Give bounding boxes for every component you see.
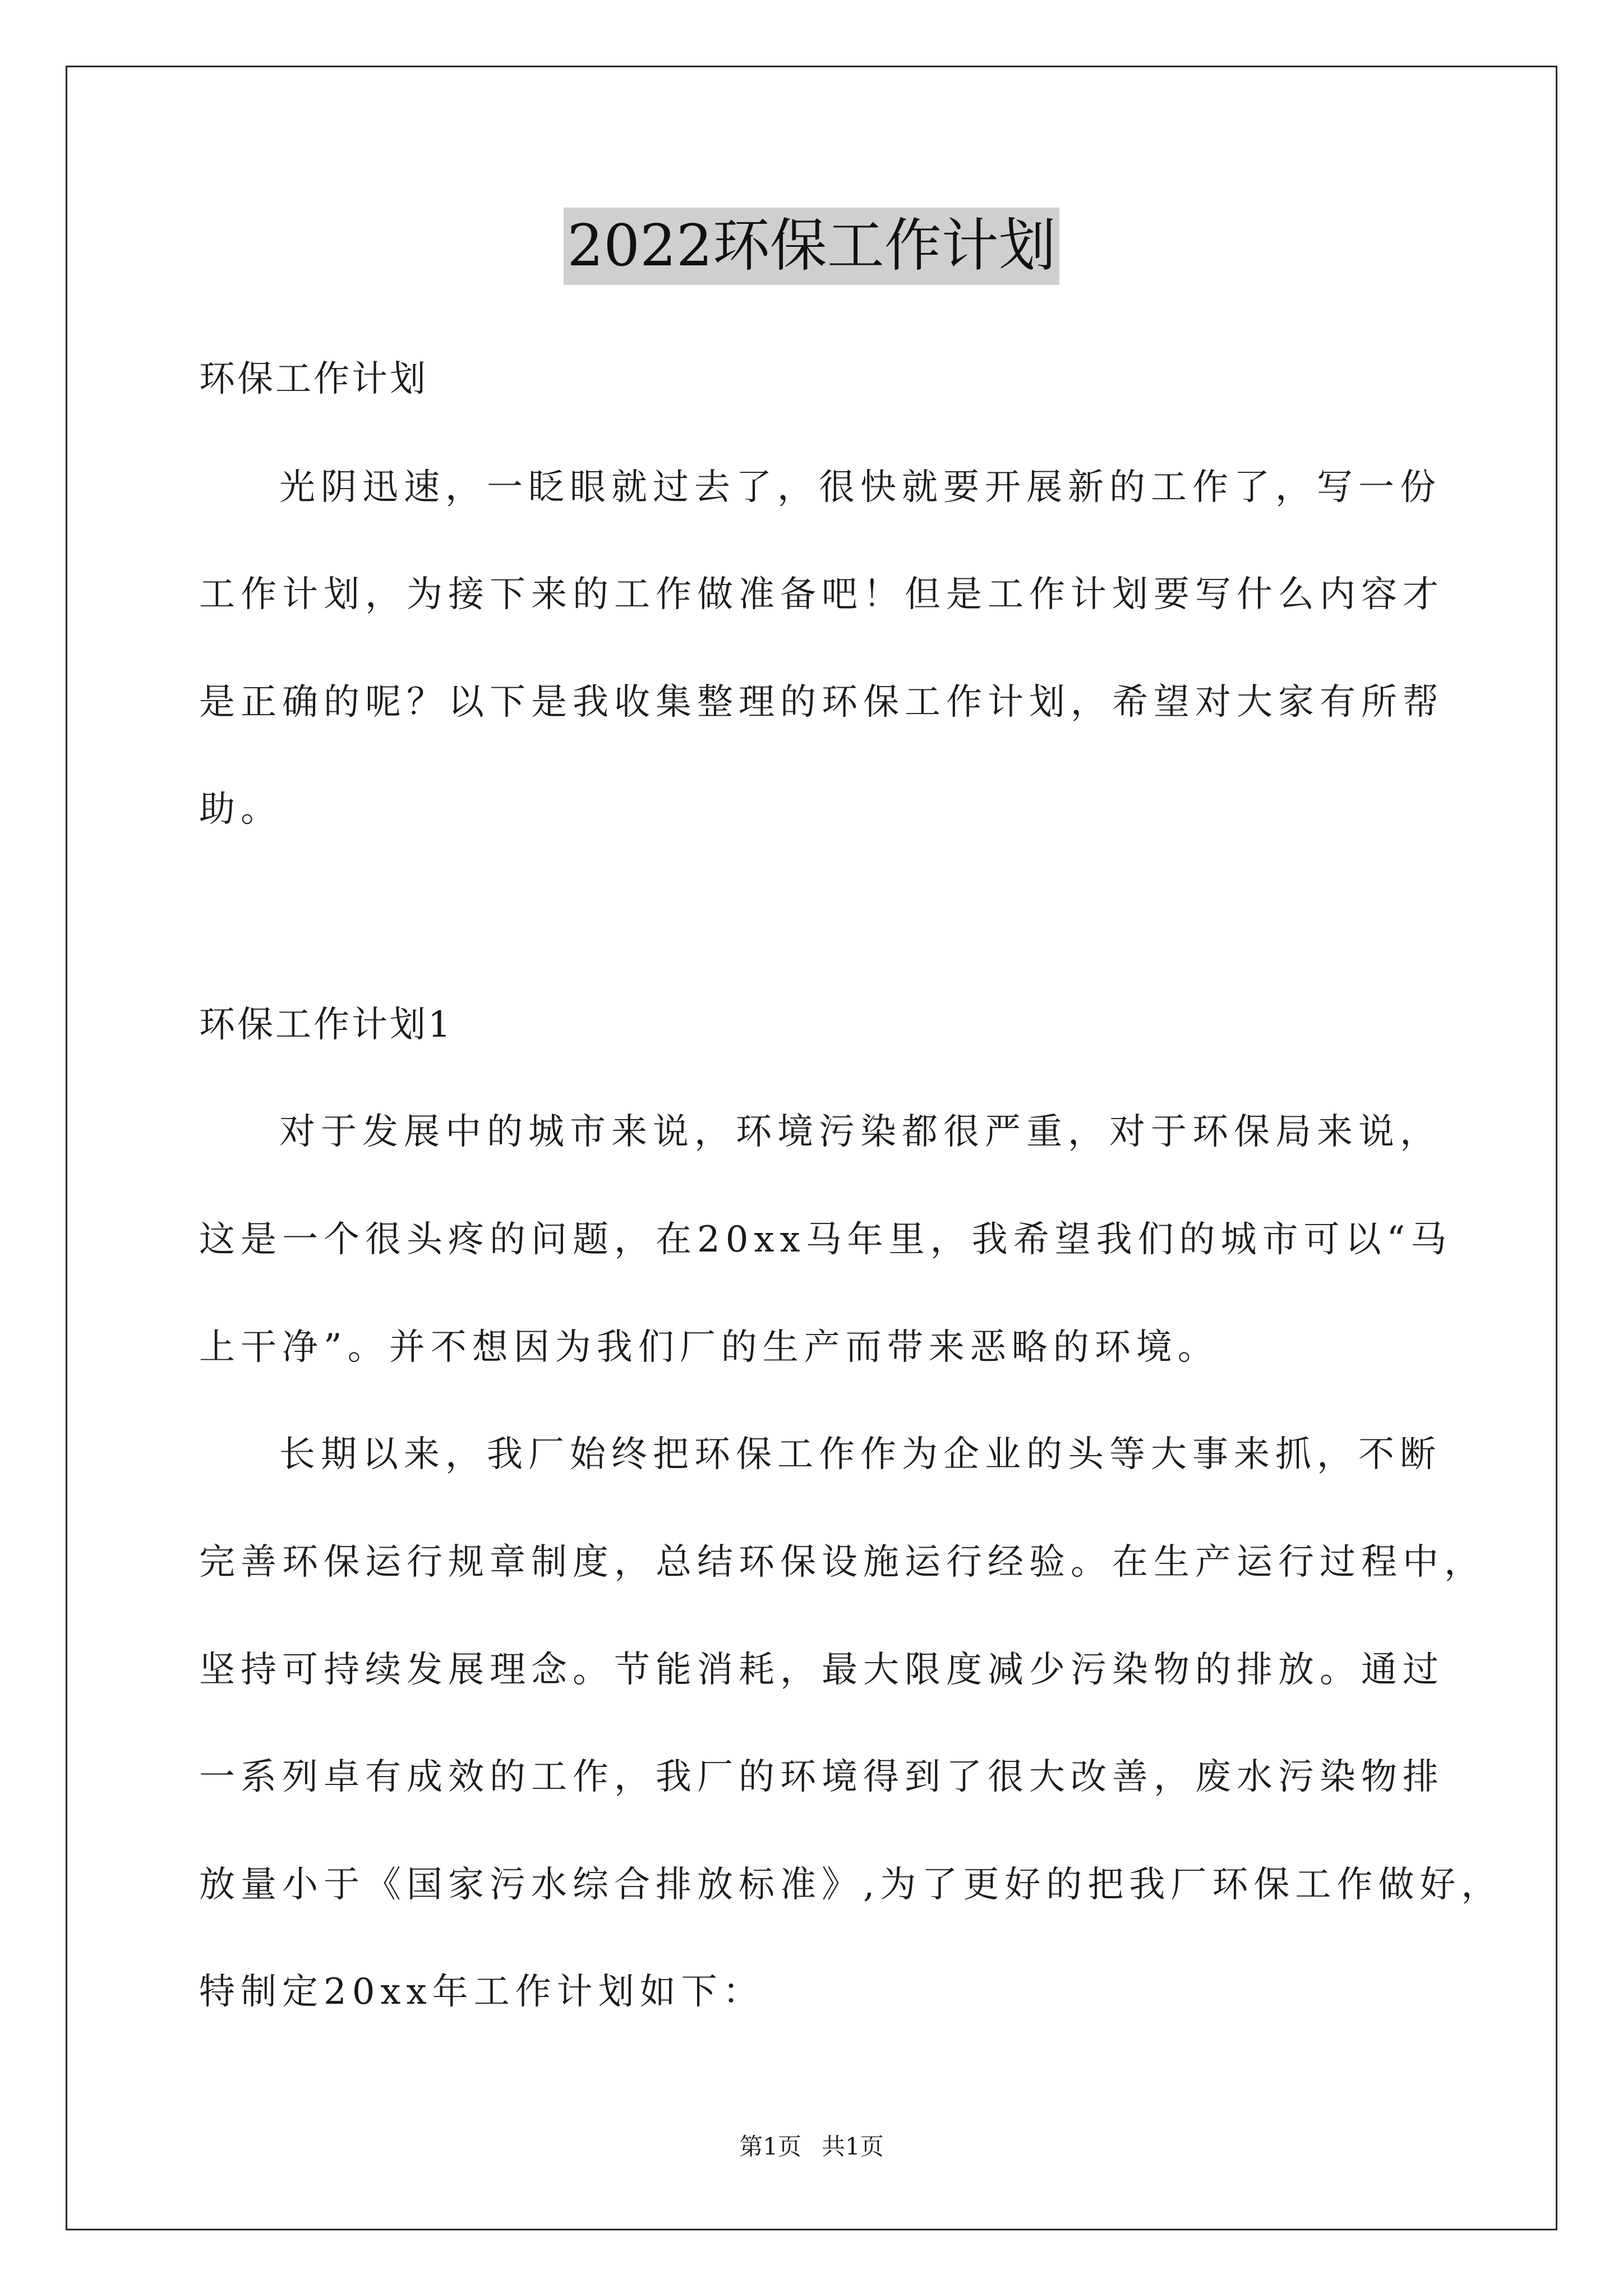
section1-para2-line-5: 放量小于《国家污水综合排放标准》,为了更好的把我厂环保工作做好， <box>199 1864 1503 1906</box>
page-footer <box>0 2130 1623 2164</box>
intro-line-1: 光阴迅速，一眨眼就过去了，很快就要开展新的工作了，写一份 <box>279 467 1441 508</box>
section1-para1-line-2: 这是一个很头疼的问题，在20xx马年里，我希望我们的城市可以“马 <box>199 1219 1453 1260</box>
section1-para1-line-3: 上干净”。并不想因为我们厂的生产而带来恶略的环境。 <box>199 1327 1219 1368</box>
intro-line-4: 助。 <box>199 789 282 830</box>
section1-para2-line-1: 长期以来，我厂始终把环保工作作为企业的头等大事来抓，不断 <box>279 1434 1441 1475</box>
intro-heading: 环保工作计划 <box>199 358 428 400</box>
section1-para2-line-6: 特制定20xx年工作计划如下： <box>199 1971 764 2013</box>
intro-line-3: 是正确的呢？以下是我收集整理的环保工作计划，希望对大家有所帮 <box>199 682 1444 723</box>
section1-para2-line-3: 坚持可持续发展理念。节能消耗，最大限度减少污染物的排放。通过 <box>199 1649 1444 1691</box>
section1-para2-line-2: 完善环保运行规章制度，总结环保设施运行经验。在生产运行过程中， <box>199 1542 1486 1583</box>
document-title: 2022环保工作计划 <box>564 208 1059 285</box>
page-number-current: 第1页 <box>739 2133 801 2160</box>
title-container <box>0 208 1623 285</box>
intro-line-2: 工作计划，为接下来的工作做准备吧！但是工作计划要写什么内容才 <box>199 574 1444 615</box>
page-number-total: 共1页 <box>822 2133 884 2160</box>
section1-para2-line-4: 一系列卓有成效的工作，我厂的环境得到了很大改善，废水污染物排 <box>199 1756 1444 1798</box>
section1-para1-line-1: 对于发展中的城市来说，环境污染都很严重，对于环保局来说， <box>279 1111 1441 1153</box>
section1-heading: 环保工作计划1 <box>199 1004 453 1046</box>
